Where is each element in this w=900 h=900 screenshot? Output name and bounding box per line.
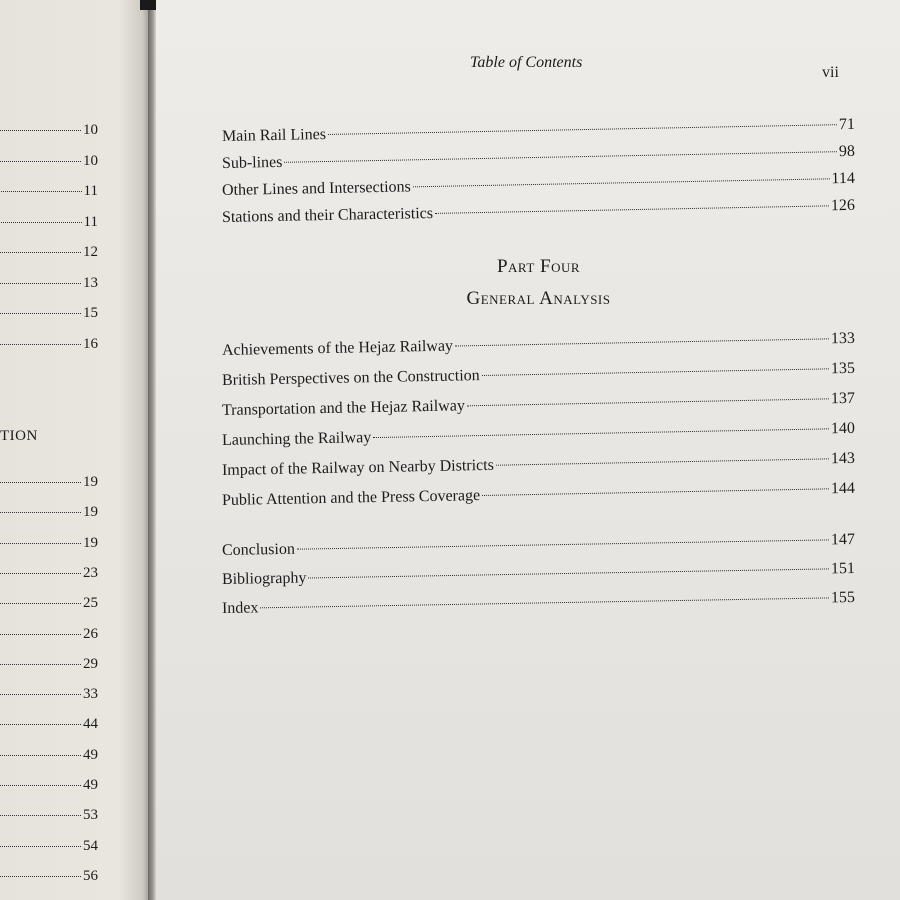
toc-entry-title: Bibliography [221,569,307,588]
left-section-heading-fragment: TION [0,428,38,444]
left-toc-page: 53 [83,807,98,824]
toc-entry [222,143,855,173]
toc-entry-title: Public Attention and the Press Coverage [221,487,481,509]
dot-leader [0,634,81,635]
left-toc-entry [0,716,98,733]
left-toc-page: 49 [83,777,98,793]
left-toc-entry [0,504,98,521]
toc-entry [222,560,855,589]
dot-leader [0,252,81,253]
toc-entry [222,450,855,480]
toc-entry-page: 114 [831,169,856,188]
left-toc-entry [0,807,98,824]
left-page [0,0,148,900]
left-toc-page: 25 [83,595,98,612]
left-toc-page: 11 [83,213,98,230]
left-toc-page: 23 [83,564,98,581]
left-toc-page: 54 [83,837,98,854]
toc-entry [222,197,855,227]
dot-leader [0,876,81,877]
left-toc-page: 19 [83,534,98,551]
dot-leader [0,482,81,483]
dot-leader [0,664,81,665]
left-toc-page: 56 [83,867,98,884]
dot-leader [0,724,81,725]
dot-leader [0,512,81,513]
left-toc-page: 44 [83,716,98,733]
dot-leader [0,785,81,786]
left-toc-page: 10 [83,122,98,138]
left-toc-entry [0,626,98,643]
toc-entry [222,480,855,510]
toc-entry-page: 135 [830,359,856,378]
left-toc-page: 33 [83,686,98,703]
dot-leader [0,815,81,816]
left-toc-entry [0,656,98,673]
dot-leader [0,191,82,192]
toc-entry-page: 133 [830,329,856,348]
book-gutter [148,0,156,900]
left-toc-entry [0,214,98,231]
dot-leader [0,344,81,345]
dot-leader [0,313,81,314]
toc-entry-page: 151 [830,559,856,578]
left-toc-entry [0,565,98,582]
dot-leader [0,573,81,574]
toc-entry-page: 140 [830,419,856,438]
part-label: Part Four [496,256,581,277]
dot-leader [308,568,829,578]
left-toc-entry [0,868,98,885]
left-toc-page: 26 [83,625,98,642]
left-toc-entry [0,838,98,855]
toc-entry-page: 126 [830,196,856,215]
dot-leader [413,178,830,187]
toc-entry-page: 144 [830,479,856,498]
toc-entry-title: British Perspectives on the Construction [221,367,480,389]
dot-leader [0,130,81,131]
dot-leader [455,338,829,346]
toc-entry [222,170,855,200]
dot-leader [373,428,829,438]
toc-entry-page: 137 [830,389,856,408]
toc-entry-page: 147 [830,530,856,549]
left-toc-entry [0,336,98,353]
left-toc-entry [0,183,98,200]
left-toc-page: 11 [83,183,98,199]
toc-entry-title: Index [221,599,259,617]
toc-entry-title: Other Lines and Intersections [221,178,411,199]
toc-entry-page: 143 [830,449,856,468]
dot-leader [435,205,829,214]
left-toc-page: 19 [83,504,98,521]
toc-entry [222,116,855,146]
page-number: vii [822,64,839,81]
toc-entry [222,420,855,450]
dot-leader [328,124,837,135]
left-toc-page: 29 [83,655,98,672]
left-toc-entry [0,474,98,491]
dot-leader [284,151,836,163]
toc-entry [222,360,855,390]
dot-leader [0,846,81,847]
left-toc-entry [0,595,98,612]
left-toc-page: 19 [83,474,98,490]
dot-leader [0,755,81,756]
left-toc-page: 49 [83,746,98,763]
toc-entry-title: Transportation and the Hejaz Railway [221,397,466,419]
toc-entry [222,589,855,618]
toc-entry [222,531,855,560]
left-toc-page: 15 [83,305,98,321]
dot-leader [496,458,829,465]
left-toc-entry [0,244,98,261]
toc-entry-page: 98 [838,142,856,161]
left-toc-entry [0,686,98,703]
toc-entry-title: Impact of the Railway on Nearby Districts [221,456,495,479]
right-page [156,0,900,900]
left-toc-entry [0,305,98,322]
toc-entry [222,390,855,420]
toc-entry-title: Sub-lines [221,153,283,172]
dot-leader [0,694,81,695]
toc-entry-title: Conclusion [221,540,296,559]
dot-leader [482,488,829,496]
left-toc-entry [0,122,98,139]
dot-leader [482,368,829,376]
left-toc-page: 13 [83,274,98,291]
dot-leader [0,603,81,604]
dot-leader [0,161,81,162]
toc-entry-title: Main Rail Lines [221,126,327,145]
left-toc-entry [0,275,98,292]
toc-entry-page: 71 [838,115,856,134]
toc-entry-title: Stations and their Characteristics [221,204,434,226]
dot-leader [260,597,828,608]
dot-leader [0,543,81,544]
toc-entry-title: Launching the Railway [221,429,372,449]
dot-leader [0,283,81,284]
toc-entry [222,330,855,360]
toc-entry-title: Achievements of the Hejaz Railway [221,337,454,359]
left-toc-page: 16 [83,335,98,352]
part-title: General Analysis [466,288,611,309]
running-head: Table of Contents [470,54,583,71]
left-toc-entry [0,747,98,764]
left-toc-entry [0,777,98,794]
toc-entry-page: 155 [830,588,856,607]
left-toc-entry [0,535,98,552]
dot-leader [467,398,829,406]
left-toc-page: 12 [83,244,98,260]
left-toc-page: 10 [83,152,98,169]
dot-leader [0,222,82,223]
dot-leader [297,539,829,549]
left-toc-entry [0,153,98,170]
